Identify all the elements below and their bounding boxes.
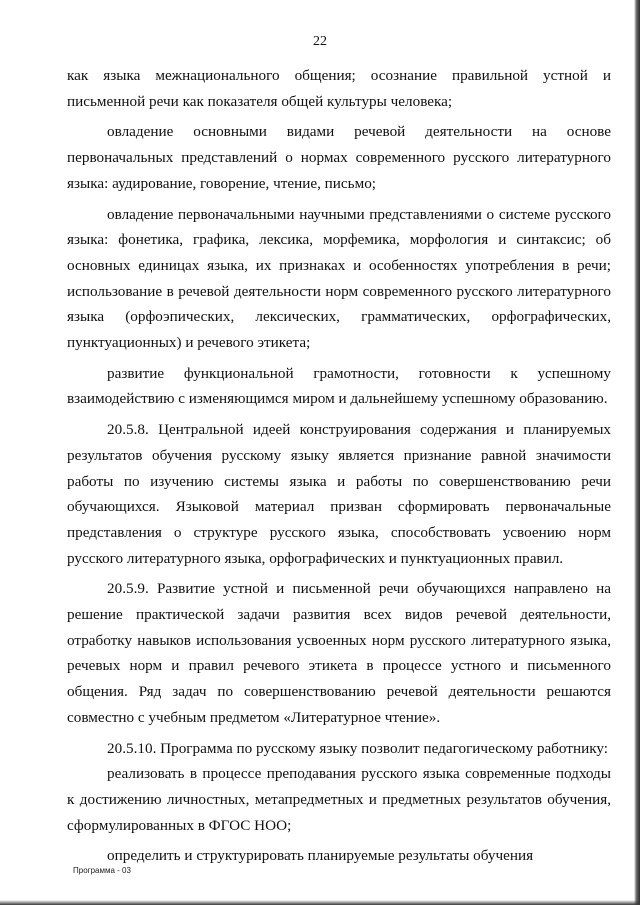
- paragraph-language-system: овладение первоначальными научными представлениями о системе русского языка: фонетика, графика, лексика, морфемика, морфология и синтаксис; об основных единицах языка, их признаках и особенностях употребления в речи; использование в речевой деятельности норм современного русского литературного языка (орфоэпических, лексических, грамматических, орфографических, пунктуационных) и речевого этикета;: [67, 205, 611, 352]
- paragraph-speech-activity: овладение основными видами речевой деятельности на основе первоначальных представлений о нормах современного русского литературного языка: аудирование, говорение, чтение, письмо;: [67, 123, 611, 192]
- paragraph-modern-approaches: реализовать в процессе преподавания русского языка современные подходы к достижению личностных, метапредметных и предметных результатов обучения, сформулированных в ФГОС НОО;: [67, 765, 611, 834]
- paragraph-20-5-10: 20.5.10. Программа по русскому языку позволит педагогическому работнику:: [107, 739, 608, 757]
- page-number: 22: [313, 34, 327, 49]
- paragraph-functional-literacy: развитие функциональной грамотности, готовности к успешному взаимодействию с изменяющимся миром и дальнейшему успешному образованию.: [67, 364, 611, 408]
- paragraph-20-5-8: 20.5.8. Центральной идеей конструирования содержания и планируемых результатов обучения русскому языку является признание равной значимости работы по изучению системы языка и работы по совершенствованию речи обучающихся. Языковой материал призван сформировать первоначальные представления о структуре русского языка, способствовать усвоению норм русского литературного языка, орфографических и пунктуационных правил.: [67, 421, 611, 567]
- paragraph-continuation: как языка межнационального общения; осознание правильной устной и письменной речи как показателя общей культуры человека;: [67, 67, 611, 110]
- paragraph-planned-results: определить и структурировать планируемые результаты обучения: [107, 847, 534, 865]
- scan-edge-bottom: [0, 900, 640, 905]
- scan-edge-right: [634, 0, 640, 905]
- body-text: [67, 63, 611, 869]
- paragraph-20-5-9: 20.5.9. Развитие устной и письменной речи обучающихся направлено на решение практической задачи развития всех видов речевой деятельности, отработку навыков использования усвоенных норм русского литературного языка, речевых норм и правил речевого этикета в процессе устного и письменного общения. Ряд задач по совершенствованию речевой деятельности решаются совместно с учебным предметом «Литературное чтение».: [67, 580, 611, 726]
- footer-label: Программа - 03: [73, 866, 131, 875]
